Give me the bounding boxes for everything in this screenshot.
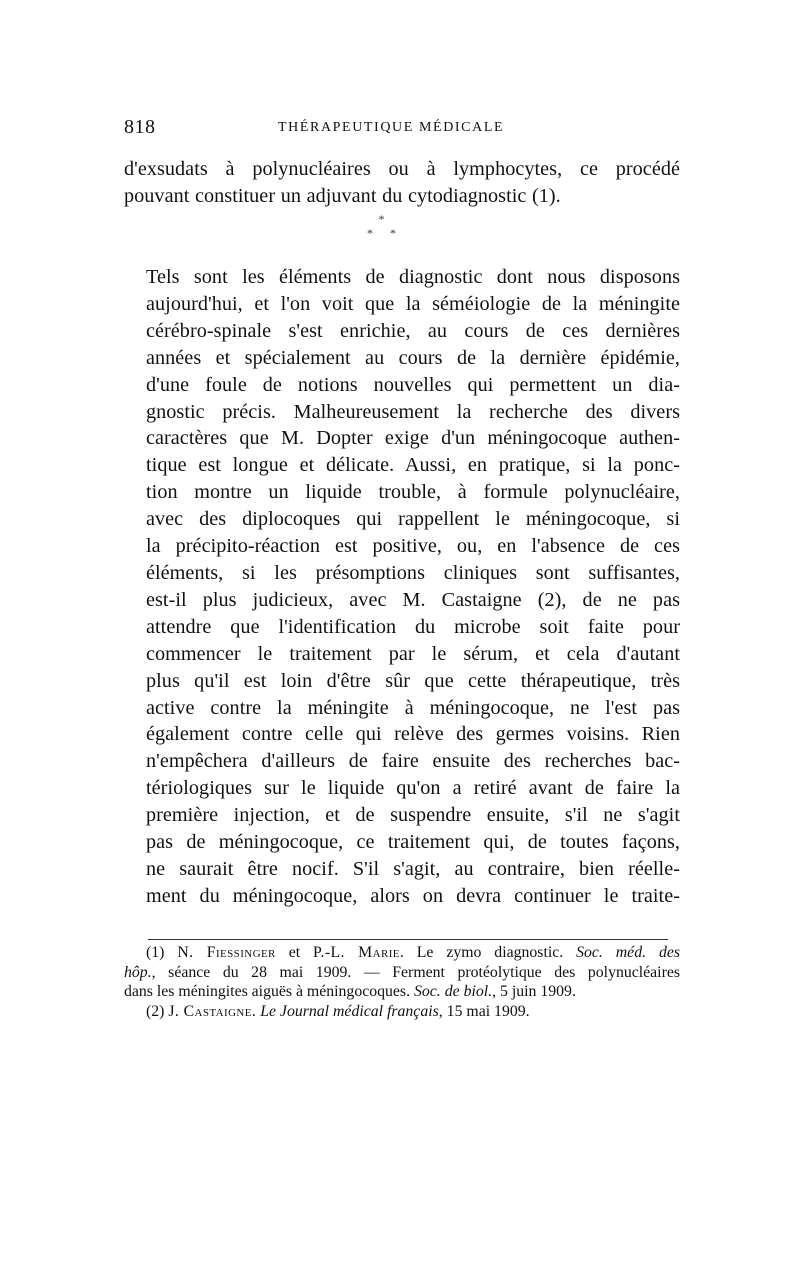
footnote-rule (148, 939, 668, 940)
text-line: d'une foule de notions nouvelles qui permettent un dia- (146, 373, 680, 396)
text-line: également contre celle qui relève des germes voisins. Rien (146, 723, 680, 746)
continuation-paragraph (124, 156, 680, 210)
text-line: tique est longue et délicate. Aussi, en pratique, si la ponc- (146, 454, 680, 477)
page-number: 818 (124, 116, 156, 138)
running-title: THÉRAPEUTIQUE MÉDICALE (278, 120, 505, 135)
text-line: avec des diplocoques qui rappellent le méningocoque, si (146, 508, 680, 531)
footnote-author: P.-L. Marie (313, 944, 400, 961)
main-paragraph (124, 264, 680, 910)
text-line: n'empêchera d'ailleurs de faire ensuite des recherches bac- (146, 750, 680, 773)
footnote-journal: Soc. de biol. (414, 983, 493, 1000)
footnote-text: dans les méningites aiguës à méningocoques. (124, 983, 411, 1000)
footnote-line (124, 982, 680, 1002)
page-header (124, 116, 680, 142)
text-line: gnostic précis. Malheureusement la recherche des divers (146, 400, 680, 423)
text-line: tion montre un liquide trouble, à formule polynucléaire, (146, 481, 680, 504)
text-line: Tels sont les éléments de diagnostic dont nous disposons (146, 266, 680, 288)
text-line: aujourd'hui, et l'on voit que la séméiologie de la méningite (146, 292, 680, 315)
footnote-1 (124, 943, 680, 1002)
text-line: première injection, et de suspendre ensuite, s'il ne s'agit (146, 804, 680, 827)
text-line: pas de méningocoque, ce traitement qui, de toutes façons, (146, 831, 680, 854)
text-line: tériologiques sur le liquide qu'on a retiré avant de faire la (146, 777, 680, 800)
text-line: ment du méningocoque, alors on devra continuer le traite- (146, 884, 680, 907)
footnote-2 (124, 1002, 680, 1022)
footnote-text: , séance du 28 mai 1909. — Ferment protéolytique des polynucléaires (151, 963, 680, 981)
footnote-marker: (2) (146, 1002, 165, 1020)
footnote-marker: (1) (146, 944, 165, 961)
text-line: cérébro-spinale s'est enrichie, au cours de ces dernières (146, 319, 680, 342)
text-line: d'exsudats à polynucléaires ou à lymphocytes, ce procédé (124, 158, 680, 180)
text-line: ne saurait être nocif. S'il s'agit, au contraire, bien réelle- (146, 857, 680, 880)
text-line: éléments, si les présomptions cliniques sont suffisantes, (146, 561, 680, 584)
text-line: années et spécialement au cours de la dernière épidémie, (146, 346, 680, 369)
text-line: plus qu'il est loin d'être sûr que cette thérapeutique, très (146, 669, 680, 692)
section-asterism (350, 212, 420, 252)
footnote-title: Le zymo diagnostic. (416, 944, 564, 961)
footnote-journal-cont: hôp. (124, 963, 152, 981)
text-line: commencer le traitement par le sérum, et cela d'autant (146, 642, 680, 665)
footnote-line: (1) N. Fiessinger et P.-L. Marie. Le zymo diagnostic. Soc. méd. des (146, 944, 680, 961)
text-line: attendre que l'identification du microbe soit faite pour (146, 615, 680, 638)
text-line: active contre la méningite à méningocoque, ne l'est pas (146, 696, 680, 719)
asterism-bottom: * * (367, 226, 403, 240)
text-line: pouvant constituer un adjuvant du cytodiagnostic (1). (124, 184, 561, 207)
asterism-top: * (378, 212, 392, 226)
footnote-author: J. Castaigne. (168, 1002, 257, 1020)
footnotes (124, 943, 680, 1021)
footnote-journal: Le Journal médical français (260, 1002, 439, 1020)
footnote-author: N. Fiessinger (177, 944, 276, 961)
footnote-journal: Soc. méd. des (576, 944, 680, 961)
footnote-date: , 15 mai 1909. (438, 1002, 530, 1020)
footnote-line (124, 1002, 680, 1022)
text-line: est-il plus judicieux, avec M. Castaigne (2), de ne pas (146, 588, 680, 611)
footnote-line (124, 963, 680, 983)
footnote-joiner: et (288, 944, 301, 961)
text-line: la précipito-réaction est positive, ou, en l'absence de ces (146, 535, 680, 558)
footnote-date: , 5 juin 1909. (492, 983, 576, 1000)
text-line: caractères que M. Dopter exige d'un méningocoque authen- (146, 427, 680, 450)
